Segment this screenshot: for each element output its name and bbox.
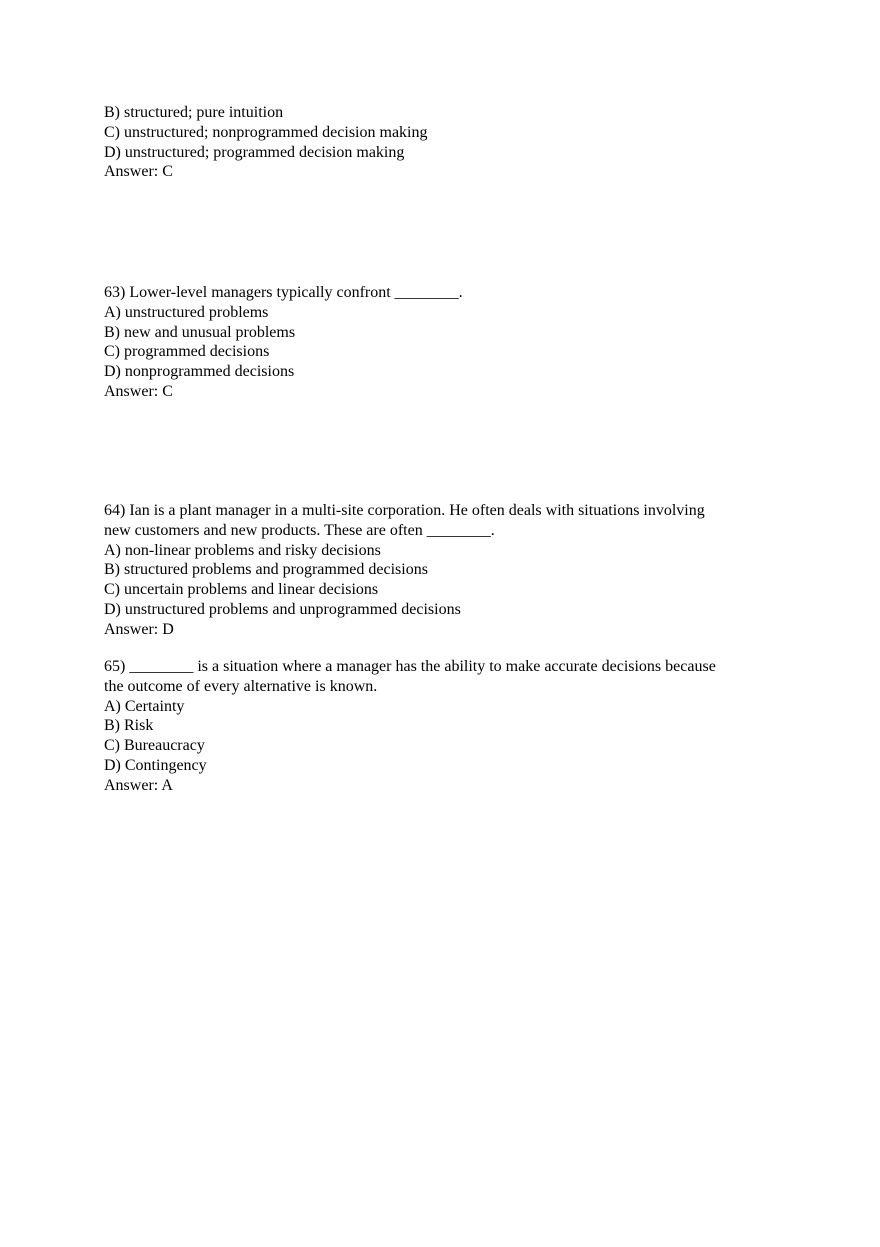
option-d: D) Contingency <box>104 756 207 774</box>
option-b: B) structured problems and programmed decisions <box>104 561 428 579</box>
answer: Answer: D <box>104 620 174 638</box>
answer: Answer: C <box>104 163 173 181</box>
option-a: A) non-linear problems and risky decisions <box>104 541 381 559</box>
question-63-block <box>104 283 784 402</box>
answer: Answer: C <box>104 382 173 400</box>
option-b: B) structured; pure intuition <box>104 104 284 121</box>
option-c: C) Bureaucracy <box>104 737 205 755</box>
option-b: B) Risk <box>104 717 154 735</box>
option-a: A) Certainty <box>104 697 185 715</box>
question-65-block <box>104 657 784 796</box>
option-d: D) nonprogrammed decisions <box>104 363 295 381</box>
question-64-block <box>104 501 784 640</box>
option-b: B) new and unusual problems <box>104 323 296 341</box>
question-stem-line-1: 64) Ian is a plant manager in a multi-site corporation. He often deals with situations involving <box>104 502 705 519</box>
option-c: C) uncertain problems and linear decisions <box>104 581 379 599</box>
option-a: A) unstructured problems <box>104 303 269 321</box>
question-stem-line-2: new customers and new products. These are often ________. <box>104 521 495 539</box>
option-c: C) unstructured; nonprogrammed decision making <box>104 123 428 141</box>
question-62-block <box>104 103 784 182</box>
option-d: D) unstructured problems and unprogrammed decisions <box>104 600 461 618</box>
answer: Answer: A <box>104 776 173 794</box>
option-c: C) programmed decisions <box>104 343 270 361</box>
question-stem: 63) Lower-level managers typically confront ________. <box>104 284 463 301</box>
question-stem-line-1: 65) ________ is a situation where a manager has the ability to make accurate decisions because <box>104 658 716 675</box>
option-d: D) unstructured; programmed decision making <box>104 143 405 161</box>
question-stem-line-2: the outcome of every alternative is known. <box>104 677 378 695</box>
